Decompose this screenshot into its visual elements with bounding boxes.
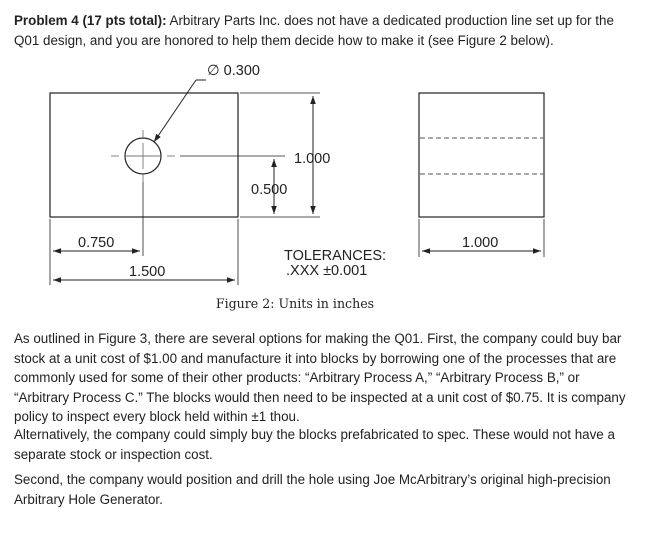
paragraph-hole-drilling: Second, the company would position and drill the hole using Joe McArbitrary’s original high-precision Arbitrary Hole Generator. bbox=[14, 472, 611, 507]
side-view-block bbox=[419, 93, 544, 217]
tolerances-value: .XXX ±0.001 bbox=[286, 263, 368, 279]
hole-leader-line bbox=[154, 80, 196, 142]
paragraph-options: As outlined in Figure 3, there are several options for making the Q01. First, the company could buy bar stock at a unit cost of $1.00 and manufacture it into blocks by borrowing one of the processes that are commonly used for some of their other products: “Arbitrary Process A,” “Arbitrary Process B,” or “Arbitrary Process C.” The blocks would then need to be inspected at a unit cost of $0.75. It is company policy to inspect every block held within ±1 thou. bbox=[14, 331, 626, 424]
width-dim-label: 1.500 bbox=[129, 264, 166, 280]
hole-centerlines bbox=[111, 130, 175, 182]
hole-height-dim-label: 0.500 bbox=[251, 182, 288, 198]
problem-intro-text: Arbitrary Parts Inc. does not have a dedicated production line set up for the Q01 design, and you are honored to help them decide how to make it (see Figure 2 below). bbox=[14, 13, 614, 48]
depth-dim-label: 1.000 bbox=[462, 235, 499, 251]
height-dim-label: 1.000 bbox=[294, 151, 331, 167]
figure-caption: Figure 2: Units in inches bbox=[215, 296, 375, 311]
tolerances-title: TOLERANCES: bbox=[284, 248, 387, 264]
hole-x-dim-label: 0.750 bbox=[78, 235, 115, 251]
hole-diameter-label: ∅ 0.300 bbox=[207, 63, 260, 79]
paragraph-alternative: Alternatively, the company could simply buy the blocks prefabricated to spec. These would not have a separate stock or inspection cost. bbox=[14, 427, 615, 462]
problem-heading: Problem 4 (17 pts total): bbox=[14, 13, 167, 28]
front-view-block bbox=[50, 93, 238, 217]
